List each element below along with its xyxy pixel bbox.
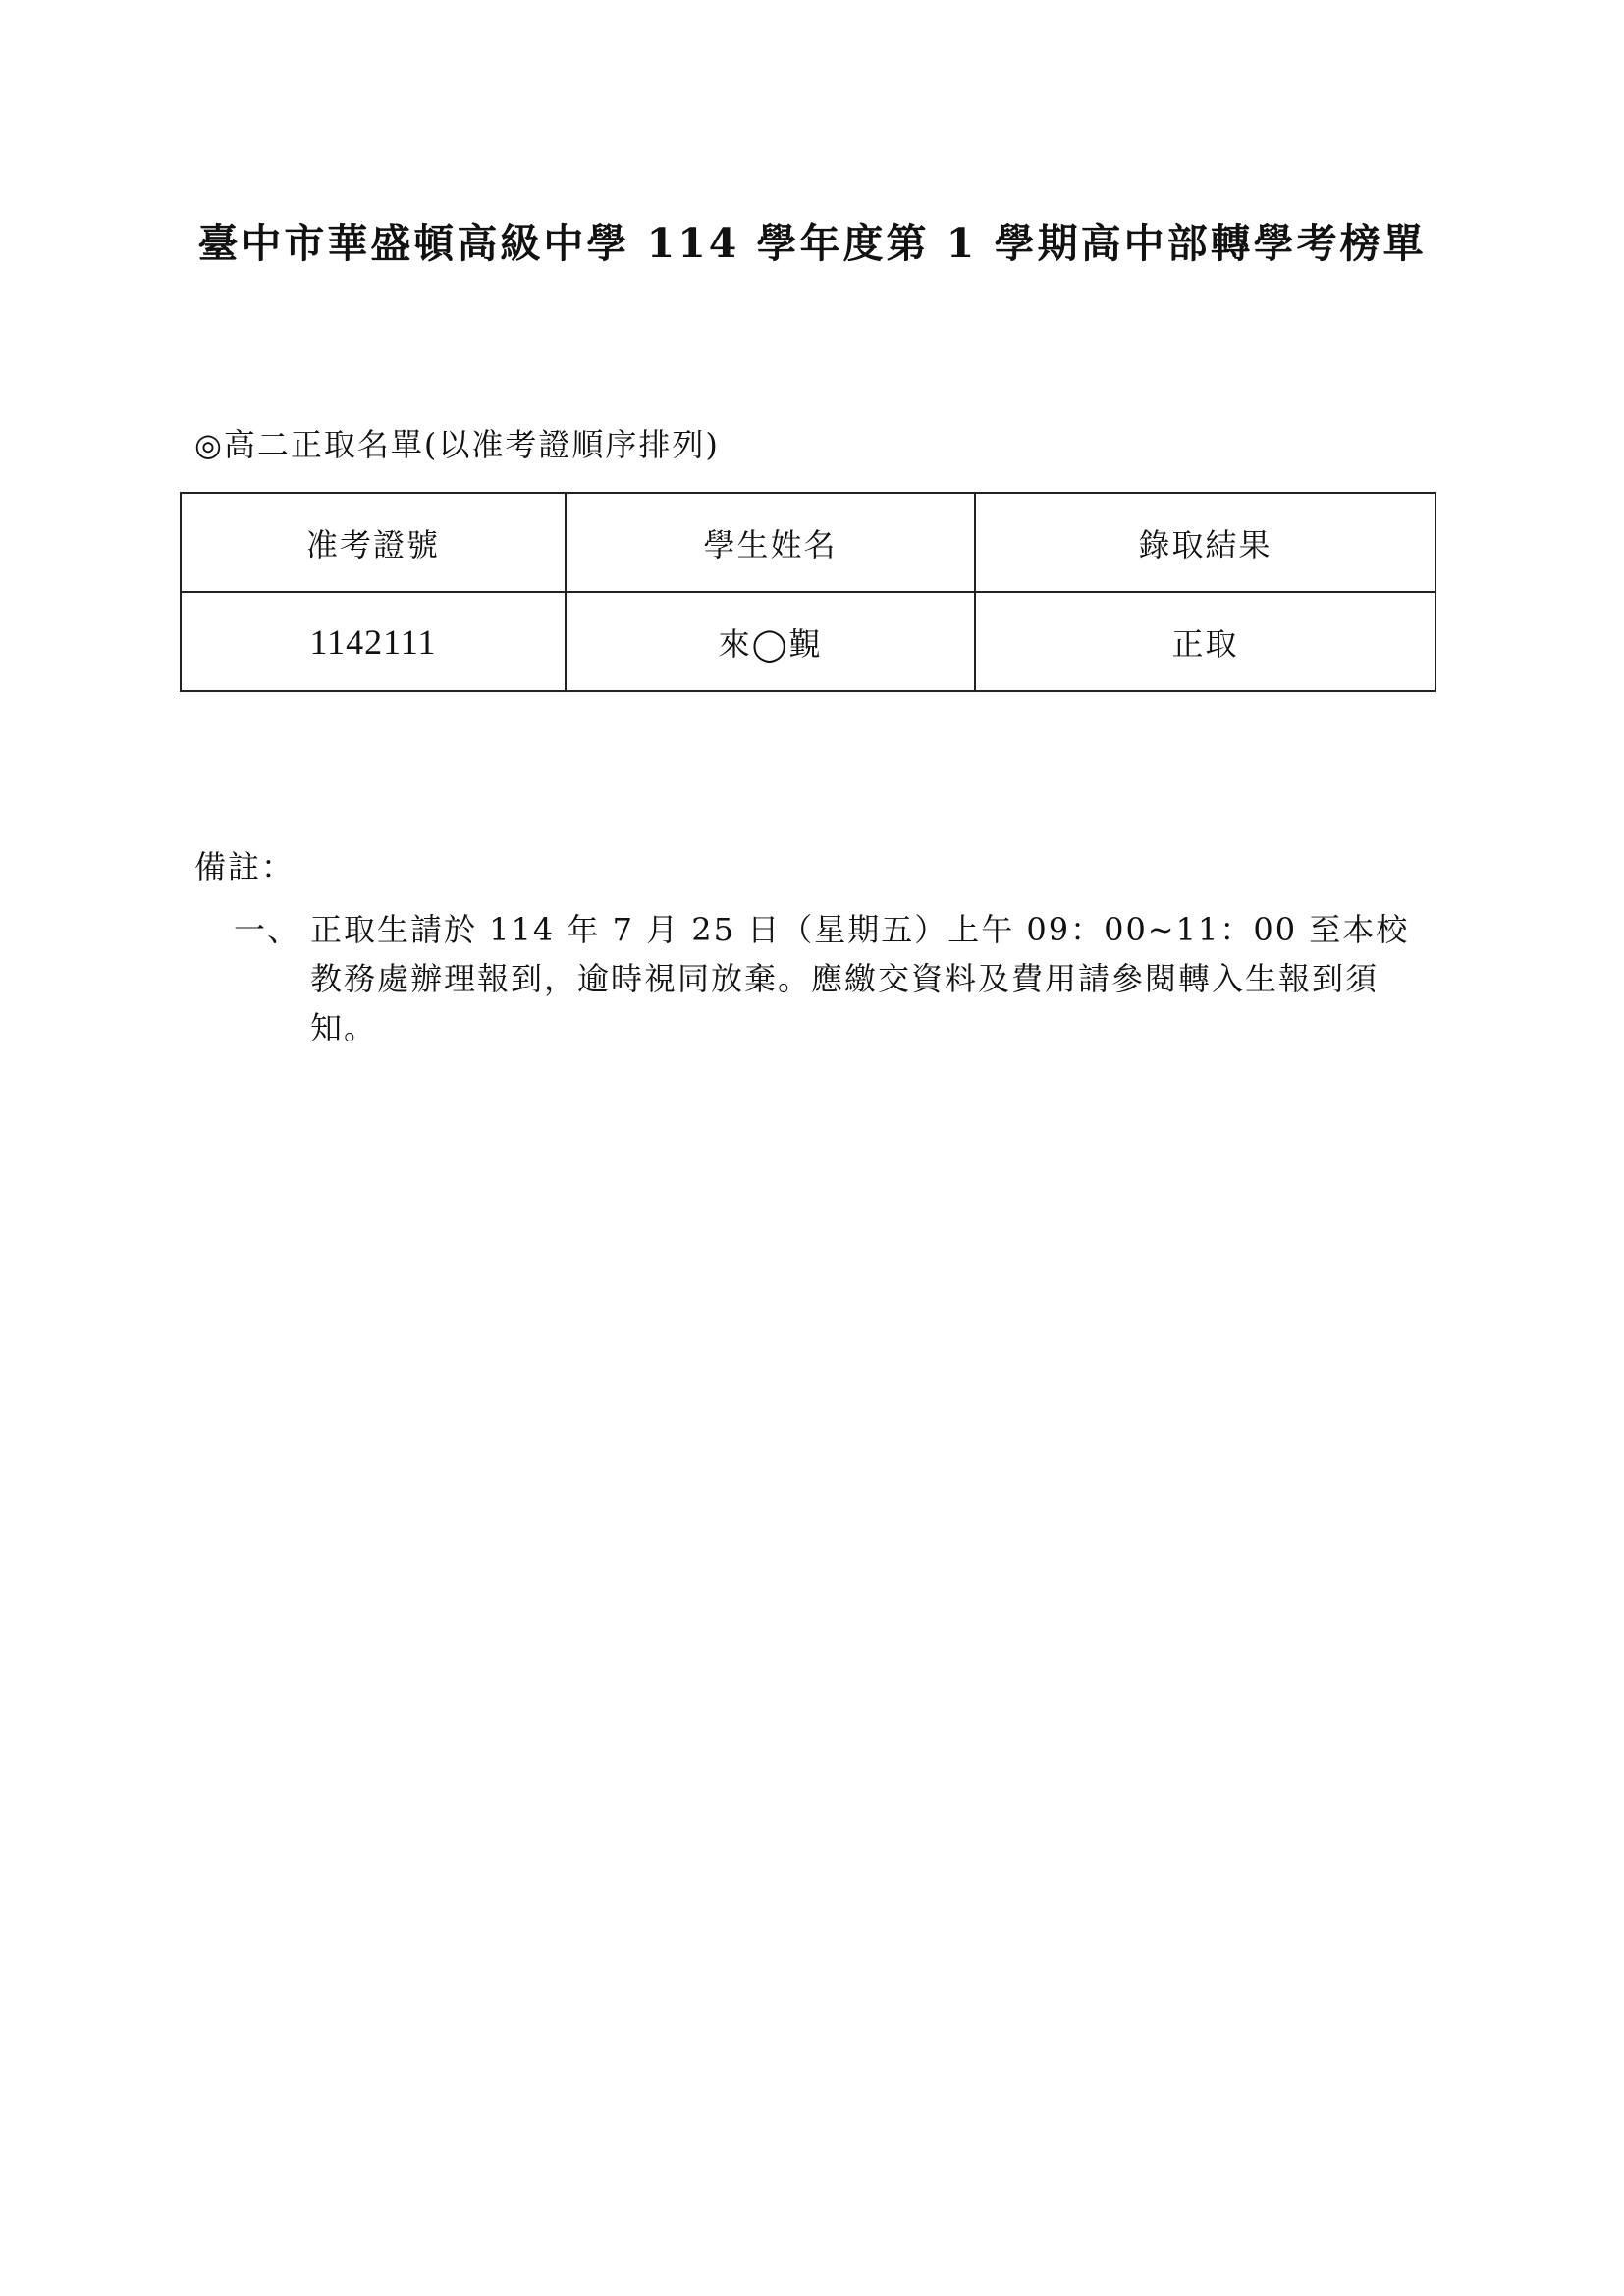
page-title: 臺中市華盛頓高級中學 114 學年度第 1 學期高中部轉學考榜單	[197, 220, 1427, 267]
column-header-student-name: 學生姓名	[566, 493, 975, 592]
section-heading: ◎高二正取名單(以准考證順序排列)	[194, 426, 720, 463]
table-row	[181, 592, 1435, 691]
admission-no-cell: 1142111	[181, 592, 566, 691]
student-name-cell: 來◯覲	[566, 592, 975, 691]
column-header-admission-no: 准考證號	[181, 493, 566, 592]
admission-results-table	[180, 492, 1436, 692]
result-cell: 正取	[975, 592, 1435, 691]
table-header	[181, 493, 1435, 592]
table-header-row	[181, 493, 1435, 592]
column-header-result: 錄取結果	[975, 493, 1435, 592]
note-marker: 一、	[234, 911, 301, 948]
table-body	[181, 592, 1435, 691]
notes-section	[194, 842, 1461, 1052]
note-item	[194, 905, 1441, 1052]
notes-label: 備註：	[194, 848, 296, 885]
note-text: 正取生請於 114 年 7 月 25 日（星期五）上午 09：00~11：00 至本校教務處辦理報到，逾時視同放棄。應繳交資料及費用請參閱轉入生報到須知。	[310, 911, 1410, 1046]
